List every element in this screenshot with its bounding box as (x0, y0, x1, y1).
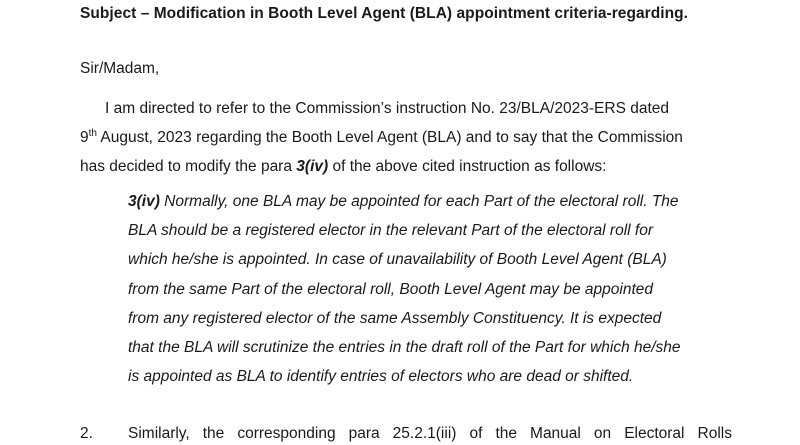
para-reference: 3(iv) (296, 158, 329, 175)
para1-line3-pre: has decided to modify the para (80, 158, 297, 175)
salutation: Sir/Madam, (80, 60, 160, 77)
date-suffix: th (88, 128, 97, 139)
para1-line3 (80, 157, 606, 177)
quote-line6: that the BLA will scrutinize the entries in the draft roll of the Part for which he/she (128, 339, 681, 356)
para2-line1: Similarly, the corresponding para 25.2.1(iii) of the Manual on Electoral Rolls (128, 425, 732, 442)
para1-line3-post: of the above cited instruction as follows: (328, 158, 607, 175)
quote-line5: from any registered elector of the same Assembly Constituency. It is expected (128, 310, 662, 327)
para1-line2 (80, 128, 683, 148)
quote-reference: 3(iv) (128, 193, 160, 210)
quote-line4: from the same Part of the electoral roll, Booth Level Agent may be appointed (128, 281, 654, 298)
date-day: 9 (80, 129, 89, 146)
quote-line7: is appointed as BLA to identify entries of electors who are dead or shifted. (128, 368, 634, 385)
quote-line1-text: Normally, one BLA may be appointed for each Part of the electoral roll. The (159, 193, 679, 210)
quote-line3: which he/she is appointed. In case of unavailability of Booth Level Agent (BLA) (128, 251, 667, 268)
quote-line1 (128, 192, 679, 212)
subject-line: Subject – Modification in Booth Level Agent (BLA) appointment criteria-regarding. (80, 5, 689, 22)
para1-line1: I am directed to refer to the Commission’s instruction No. 23/BLA/2023-ERS dated (105, 100, 670, 117)
para2-number: 2. (80, 425, 93, 442)
para1-line2-text: August, 2023 regarding the Booth Level Agent (BLA) and to say that the Commission (96, 129, 683, 146)
quote-line2: BLA should be a registered elector in the relevant Part of the electoral roll for (128, 222, 653, 239)
